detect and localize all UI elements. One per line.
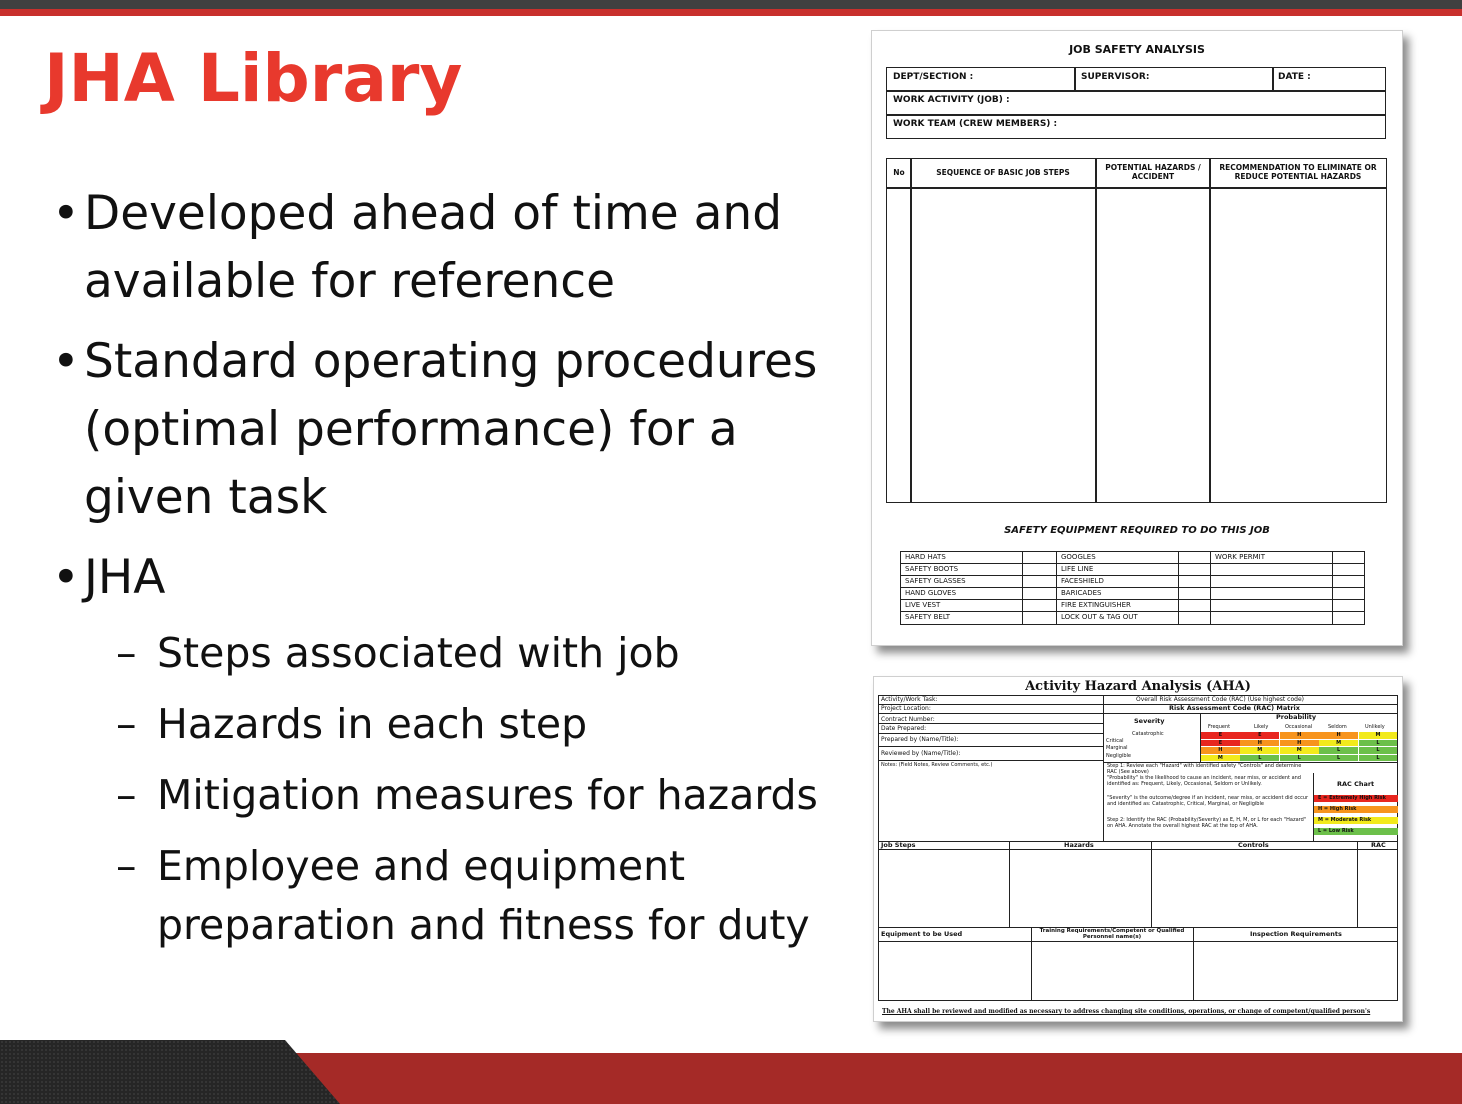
sev-row: Marginal (1106, 745, 1128, 751)
eq-divider (900, 611, 1365, 612)
sub-bullet-text: Employee and equipment preparation and fitness for duty (157, 842, 810, 949)
prob-col: Seldom (1328, 724, 1347, 730)
bullet-item (52, 328, 842, 532)
prob-col: Unlikely (1365, 724, 1385, 730)
work-team-label: WORK TEAM (CREW MEMBERS) : (893, 119, 1058, 129)
aha-title: Activity Hazard Analysis (AHA) (1025, 679, 1251, 694)
safety-equipment-title: SAFETY EQUIPMENT REQUIRED TO DO THIS JOB (1004, 525, 1270, 536)
eq-divider (900, 599, 1365, 600)
aha-label: Activity/Work Task: (881, 696, 938, 703)
rac-cell: H (1280, 732, 1319, 739)
bullet-dot: • (52, 186, 80, 241)
aha-label: Project Location: (881, 705, 931, 712)
rac-cell: E (1201, 740, 1240, 747)
jsa-divider (1272, 67, 1274, 90)
rac-cell: L (1319, 747, 1358, 754)
rac-cell: L (1319, 755, 1358, 762)
rac-cell: E (1240, 732, 1279, 739)
jsa-divider (910, 158, 912, 503)
bullet-dot: • (52, 334, 80, 389)
eq-divider (900, 575, 1365, 576)
equipment-item: HAND GLOVES (905, 589, 957, 597)
aha-label: Notes: (Field Notes, Review Comments, etc.) (881, 762, 993, 768)
equipment-item: WORK PERMIT (1215, 553, 1265, 561)
sev-row: Critical (1106, 738, 1124, 744)
prob-col: Occasional (1285, 724, 1313, 730)
rac-cell: M (1240, 747, 1279, 754)
bottom-bar-dark (0, 1040, 340, 1104)
sub-bullet-dash: – (116, 700, 137, 748)
aha-divider (878, 941, 1398, 942)
col-controls: Controls (1238, 841, 1269, 849)
rac-cell: M (1319, 740, 1358, 747)
rac-cell: M (1280, 747, 1319, 754)
rac-cell: L (1359, 740, 1398, 747)
sev-row: Catastrophic (1132, 731, 1164, 737)
aha-footer: The AHA shall be reviewed and modified as necessary to address changing site conditions, operations, or change of competent/qualified person's (882, 1008, 1371, 1015)
aha-divider (1151, 841, 1152, 927)
job-safety-analysis-form (871, 30, 1403, 646)
bullet-item (52, 544, 842, 612)
probability-label: Probability (1276, 713, 1317, 721)
col-hazards: POTENTIAL HAZARDS / ACCIDENT (1105, 163, 1201, 181)
jsa-divider (886, 114, 1386, 116)
bullet-dot: • (52, 550, 80, 605)
aha-divider (1193, 927, 1194, 1001)
rac-cell: H (1201, 747, 1240, 754)
sub-bullet-dash: – (116, 629, 137, 677)
sub-bullet-text: Mitigation measures for hazards (157, 771, 818, 819)
prob-col: Likely (1254, 724, 1269, 730)
bullet-list (52, 180, 842, 967)
rac-cell: L (1240, 755, 1279, 762)
rac-level-e: E = Extremely High Risk (1314, 795, 1398, 802)
severity-definition: "Severity" is the outcome/degree if an incident, near miss, or accident did occur and identified as: Catastrophic, Critical, Marginal, or Negligible (1107, 795, 1309, 807)
aha-divider (878, 713, 1103, 714)
col-rac: RAC (1371, 841, 1386, 849)
jsa-divider (886, 90, 1386, 92)
aha-divider (1009, 841, 1010, 927)
equipment-item: GOOGLES (1061, 553, 1096, 561)
prob-col: Frequent (1208, 724, 1231, 730)
rac-cell: L (1280, 755, 1319, 762)
equipment-item: LOCK OUT & TAG OUT (1061, 613, 1138, 621)
sub-bullet-dash: – (116, 842, 137, 890)
jsa-divider (1095, 158, 1097, 503)
col-hazards: Hazards (1064, 841, 1094, 849)
jsa-divider (1074, 67, 1076, 90)
aha-divider (878, 841, 1398, 842)
col-recommendation: RECOMMENDATION TO ELIMINATE OR REDUCE POTENTIAL HAZARDS (1219, 163, 1377, 181)
sub-bullet-item (52, 695, 842, 754)
jsa-steps-table (886, 158, 1387, 503)
equipment-item: LIFE LINE (1061, 565, 1094, 573)
jsa-title: JOB SAFETY ANALYSIS (1069, 43, 1205, 56)
aha-label: Date Prepared: (881, 725, 927, 732)
rac-cell: M (1201, 755, 1240, 762)
bottom-bar (0, 1040, 1462, 1104)
bullet-text: Standard operating procedures (optimal performance) for a given task (84, 334, 818, 525)
col-steps: SEQUENCE OF BASIC JOB STEPS (936, 168, 1070, 177)
aha-divider (1103, 713, 1398, 714)
equipment-item: LIVE VEST (905, 601, 941, 609)
date-label: DATE : (1278, 72, 1311, 82)
aha-label: Prepared by (Name/Title): (881, 736, 959, 743)
slide-title: JHA Library (44, 40, 463, 117)
step2-text: Step 2: Identify the RAC (Probability/Severity) as E, H, M, or L for each "Hazard" on AHA. Annotate the overall highest RAC at the top of AHA. (1107, 817, 1307, 829)
overall-rac: Overall Risk Assessment Code (RAC) (Use highest code) (1136, 696, 1304, 703)
rac-level-m: M = Moderate Risk (1314, 817, 1398, 824)
jsa-divider (886, 187, 1387, 189)
rac-cell: L (1359, 747, 1398, 754)
rac-level-h: H = High Risk (1314, 806, 1398, 813)
eq-divider (900, 587, 1365, 588)
aha-divider (878, 723, 1103, 724)
sub-bullet-text: Hazards in each step (157, 700, 588, 748)
sub-bullet-dash: – (116, 771, 137, 819)
equipment-item: SAFETY GLASSES (905, 577, 966, 585)
rac-cell: H (1240, 740, 1279, 747)
rac-matrix-title: Risk Assessment Code (RAC) Matrix (1169, 704, 1300, 712)
supervisor-label: SUPERVISOR: (1081, 72, 1150, 82)
equipment-item: HARD HATS (905, 553, 946, 561)
equipment-item: SAFETY BOOTS (905, 565, 959, 573)
rac-cell: H (1319, 732, 1358, 739)
equipment-item: FIRE EXTINGUISHER (1061, 601, 1131, 609)
bullet-text: JHA (84, 550, 166, 605)
aha-divider (878, 760, 1103, 761)
col-inspection: Inspection Requirements (1250, 930, 1342, 938)
equipment-item: FACESHIELD (1061, 577, 1104, 585)
probability-definition: "Probability" is the likelihood to cause an incident, near miss, or accident and identified as: Frequent, Likely, Occasional, Seldom or Unlikely. (1107, 775, 1301, 787)
rac-cell: L (1359, 755, 1398, 762)
rac-level-l: L = Low Risk (1314, 828, 1398, 835)
aha-divider (878, 704, 1103, 705)
rac-cell: E (1201, 732, 1240, 739)
aha-divider (878, 746, 1103, 747)
col-job-steps: Job Steps (881, 841, 916, 849)
severity-label: Severity (1134, 717, 1165, 725)
aha-label: Contract Number: (881, 716, 935, 723)
aha-divider (1357, 841, 1358, 927)
rac-chart-title: RAC Chart (1337, 780, 1375, 788)
bullet-text: Developed ahead of time and available for reference (84, 186, 783, 309)
top-bar-accent (0, 9, 1462, 16)
top-bar (0, 0, 1462, 16)
jsa-divider (1209, 158, 1211, 503)
aha-divider (878, 733, 1103, 734)
rac-cell: M (1359, 732, 1398, 739)
col-equipment: Equipment to be Used (881, 930, 963, 938)
sub-bullet-text: Steps associated with job (157, 629, 680, 677)
step1-text: Step 1: Review each "Hazard" with identified safety "Controls" and determine RAC (See above) (1107, 763, 1302, 775)
sub-bullet-item (52, 624, 842, 683)
bullet-item (52, 180, 842, 316)
sev-row: Negligible (1106, 753, 1131, 759)
rac-cell: H (1280, 740, 1319, 747)
aha-divider (878, 849, 1398, 850)
col-training: Training Requirements/Competent or Qualified Personnel name(s) (1039, 928, 1185, 940)
sub-bullet-item (52, 837, 842, 955)
aha-label: Reviewed by (Name/Title): (881, 750, 961, 757)
activity-hazard-analysis-form (873, 676, 1403, 1022)
equipment-item: SAFETY BELT (905, 613, 951, 621)
col-no: No (893, 168, 905, 177)
sub-bullet-item (52, 766, 842, 825)
work-activity-label: WORK ACTIVITY (JOB) : (893, 95, 1010, 105)
dept-label: DEPT/SECTION : (893, 72, 974, 82)
eq-divider (900, 563, 1365, 564)
aha-divider (1031, 927, 1032, 1001)
equipment-item: BARICADES (1061, 589, 1102, 597)
aha-divider (1103, 695, 1104, 841)
